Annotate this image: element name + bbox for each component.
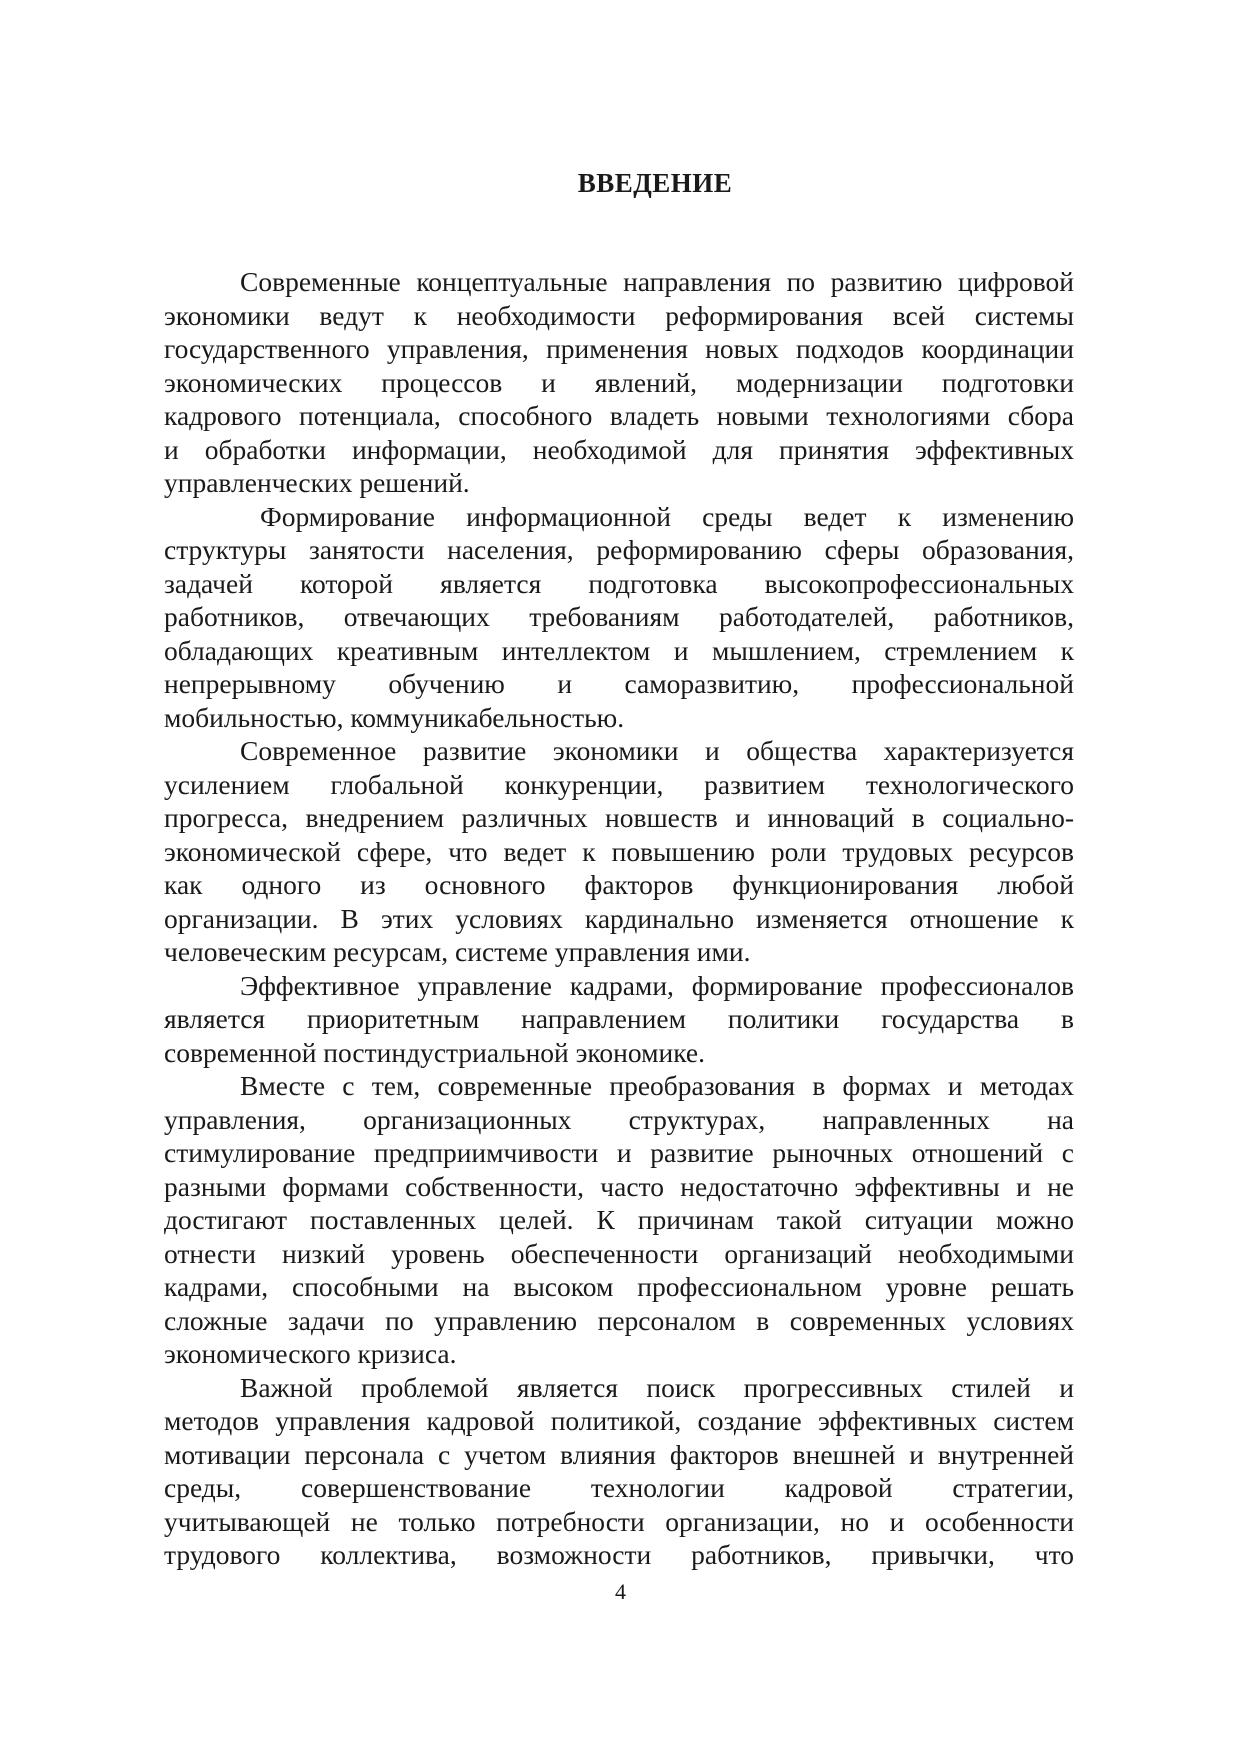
paragraph — [164, 265, 1074, 500]
text-line: как одного из основного факторов функционирования любой — [164, 869, 1074, 900]
text-line: Эффективное управление кадрами, формирование профессионалов — [240, 969, 1074, 1001]
text-line: экономического кризиса. — [164, 1338, 457, 1369]
paragraph — [164, 1371, 1074, 1572]
paragraph — [164, 500, 1074, 735]
body-text — [164, 265, 1074, 1572]
text-line: экономической сфере, что ведет к повышению роли трудовых ресурсов — [164, 835, 1074, 867]
text-line: экономики ведут к необходимости реформирования всей системы — [164, 299, 1074, 331]
text-line: современной постиндустриальной экономике. — [164, 1036, 705, 1068]
text-line: трудового коллектива, возможности работников, привычки, что — [164, 1539, 1074, 1570]
text-line: мотивации персонала с учетом влияния факторов внешней и внутренней — [164, 1438, 1074, 1470]
paragraph — [164, 734, 1074, 969]
text-line: методов управления кадровой политикой, создание эффективных систем — [164, 1405, 1074, 1436]
text-line: сложные задачи по управлению персоналом в современных условиях — [164, 1304, 1074, 1336]
text-line: достигают поставленных целей. К причинам такой ситуации можно — [164, 1204, 1074, 1235]
text-line: отнести низкий уровень обеспеченности организаций необходимыми — [164, 1237, 1074, 1269]
text-line: организации. В этих условиях кардинально изменяется отношение к — [164, 902, 1074, 934]
text-line: учитывающей не только потребности организации, но и особенности — [164, 1505, 1074, 1537]
paragraph — [164, 1069, 1074, 1371]
text-line: прогресса, внедрением различных новшеств и инноваций в социально- — [164, 802, 1074, 833]
text-line: Современное развитие экономики и общества характеризуется — [240, 735, 1074, 766]
text-line: и обработки информации, необходимой для принятия эффективных — [164, 433, 1074, 465]
page-title: ВВЕДЕНИЕ — [577, 168, 733, 198]
text-line: управленческих решений. — [164, 467, 470, 498]
text-line: мобильностью, коммуникабельностью. — [164, 701, 625, 733]
text-line: является приоритетным направлением политики государства в — [164, 1003, 1074, 1034]
text-line: человеческим ресурсам, системе управления ими. — [164, 936, 751, 967]
text-line: экономических процессов и явлений, модернизации подготовки — [164, 366, 1074, 398]
text-line: обладающих креативным интеллектом и мышлением, стремлением к — [164, 634, 1074, 666]
text-line: Важной проблемой является поиск прогрессивных стилей и — [240, 1371, 1074, 1403]
text-line: структуры занятости населения, реформированию сферы образования, — [164, 534, 1074, 565]
page-number: 4 — [615, 1579, 626, 1604]
paragraph — [164, 969, 1074, 1070]
text-line: работников, отвечающих требованиям работодателей, работников, — [164, 601, 1074, 632]
text-line: стимулирование предприимчивости и развитие рыночных отношений с — [164, 1137, 1074, 1168]
text-line: задачей которой является подготовка высокопрофессиональных — [164, 567, 1074, 599]
text-line: кадрами, способными на высоком профессиональном уровне решать — [164, 1271, 1074, 1302]
text-line: кадрового потенциала, способного владеть новыми технологиями сбора — [164, 400, 1074, 431]
text-line: государственного управления, применения новых подходов координации — [164, 333, 1074, 364]
text-line: управления, организационных структурах, направленных на — [164, 1103, 1074, 1135]
text-line: Вместе с тем, современные преобразования в формах и методах — [240, 1070, 1074, 1101]
text-line: среды, совершенствование технологии кадровой стратегии, — [164, 1472, 1074, 1503]
text-line: Формирование информационной среды ведет к изменению — [260, 500, 1074, 532]
text-line: усилением глобальной конкуренции, развитием технологического — [164, 768, 1074, 800]
text-line: Современные концептуальные направления по развитию цифровой — [240, 266, 1074, 297]
text-line: непрерывному обучению и саморазвитию, профессиональной — [164, 668, 1074, 699]
text-line: разными формами собственности, часто недостаточно эффективны и не — [164, 1170, 1074, 1202]
